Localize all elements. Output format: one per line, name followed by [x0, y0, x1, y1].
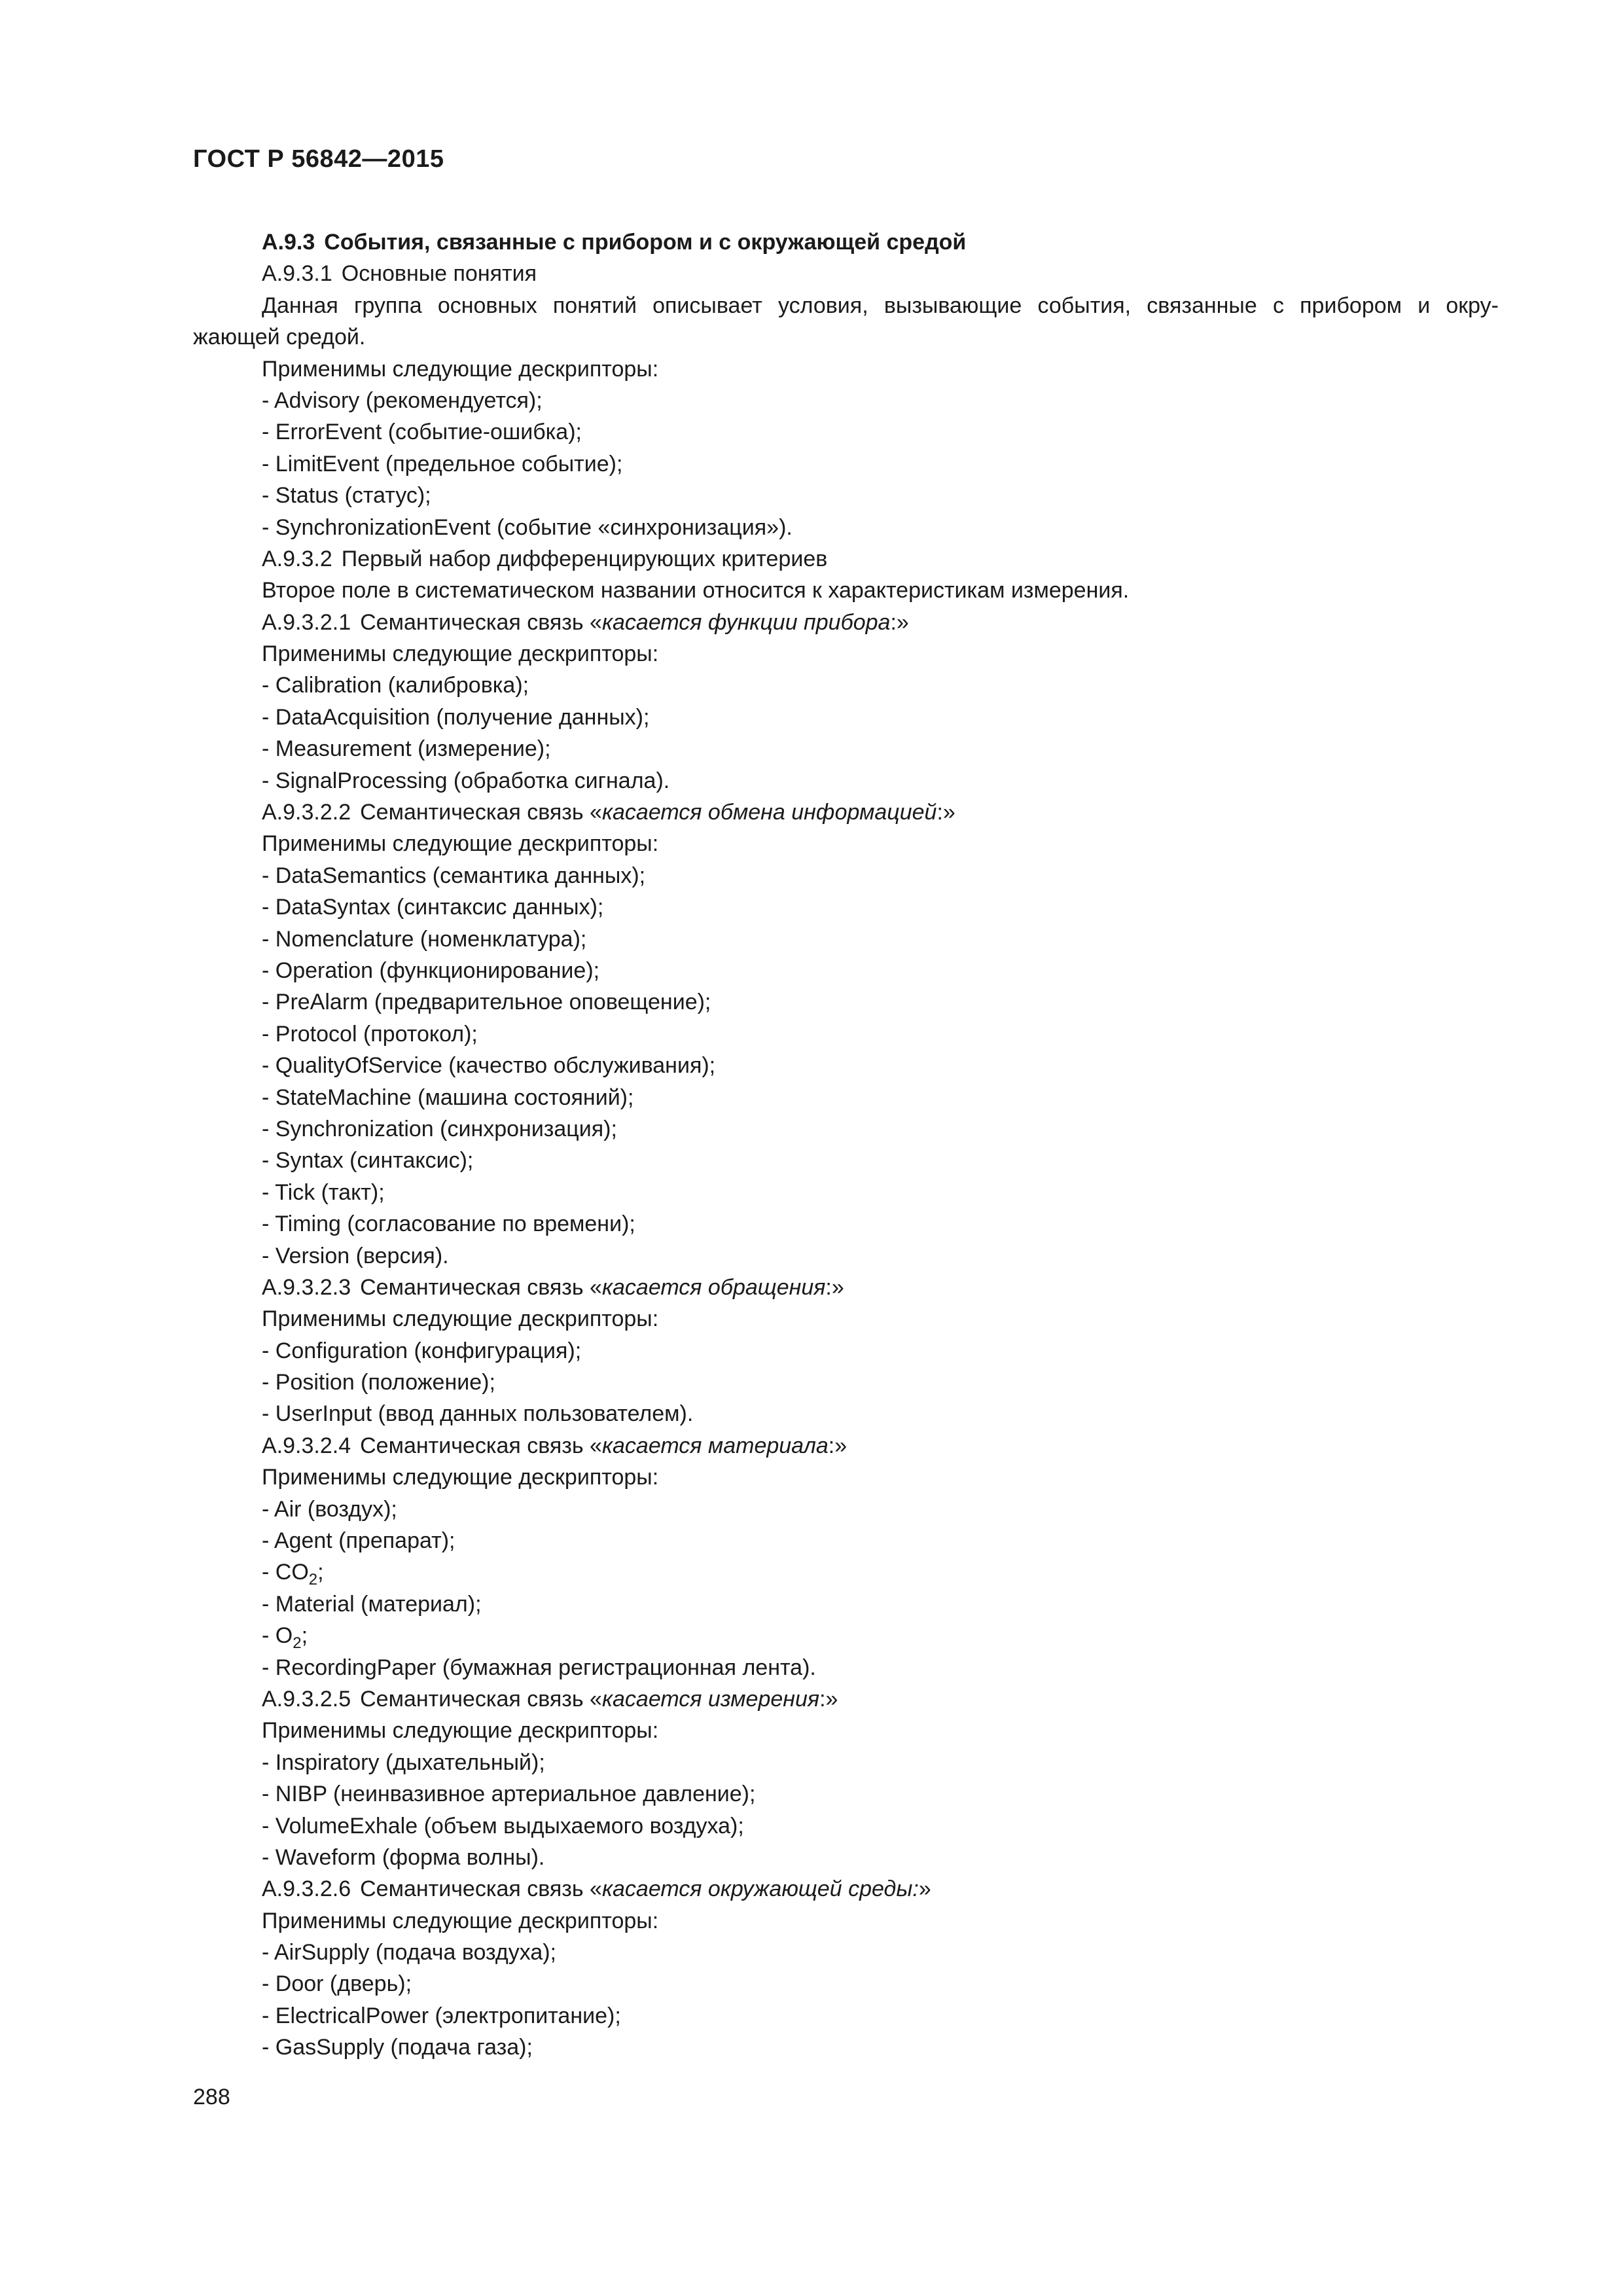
- list-item: - Protocol (протокол);: [262, 1021, 478, 1047]
- clause-heading: [193, 1272, 1499, 1303]
- list-item: - SignalProcessing (обработка сигнала).: [262, 768, 670, 793]
- clause-trail: :»: [819, 1686, 838, 1712]
- clause-heading: [193, 1873, 1499, 1905]
- list-item: - Timing (согласование по времени);: [262, 1211, 635, 1237]
- clause-number: А.9.3.2.1: [262, 609, 351, 635]
- list-item-co2: [193, 1556, 1499, 1588]
- clause-lead: Семантическая связь «: [360, 800, 602, 825]
- list-item: - Agent (препарат);: [262, 1528, 455, 1554]
- list-item: - LimitEvent (предельное событие);: [262, 451, 623, 476]
- list-item: - Calibration (калибровка);: [262, 673, 529, 698]
- list-item: - GasSupply (подача газа);: [262, 2035, 533, 2060]
- list-item: - DataAcquisition (получение данных);: [262, 704, 650, 730]
- descriptor-intro: Применимы следующие дескрипторы:: [262, 641, 659, 667]
- list-item: - Nomenclature (номенклатура);: [262, 926, 587, 952]
- list-item: - Version (версия).: [262, 1243, 449, 1268]
- clause-trail: :»: [936, 800, 955, 825]
- section-number: А.9.3: [262, 230, 315, 255]
- clause-lead: Семантическая связь «: [360, 1686, 602, 1712]
- list-item: - StateMachine (машина состояний);: [262, 1085, 634, 1110]
- list-item: - Operation (функционирование);: [262, 958, 600, 983]
- list-item: - DataSyntax (синтаксис данных);: [262, 895, 604, 920]
- list-item: - Configuration (конфигурация);: [262, 1338, 582, 1363]
- clause-lead: Семантическая связь «: [360, 609, 602, 635]
- subsection-heading: [193, 543, 1499, 575]
- formula-subscript: 2: [308, 1571, 318, 1589]
- list-item: - RecordingPaper (бумажная регистрационная лента).: [262, 1655, 816, 1680]
- list-item: - Air (воздух);: [262, 1496, 397, 1522]
- list-item: - DataSemantics (семантика данных);: [262, 863, 646, 888]
- descriptor-intro: Применимы следующие дескрипторы:: [262, 1465, 659, 1490]
- formula-punct: ;: [317, 1560, 324, 1585]
- list-item: - NIBP (неинвазивное артериальное давление);: [262, 1782, 756, 1807]
- paragraph-line: Второе поле в систематическом названии относится к характеристикам измерения.: [262, 578, 1130, 603]
- list-item: - Door (дверь);: [262, 1971, 412, 1997]
- page-number: 288: [193, 2085, 230, 2109]
- list-item: - UserInput (ввод данных пользователем).: [262, 1401, 694, 1427]
- clause-number: А.9.3.2.3: [262, 1274, 351, 1300]
- list-item: - Synchronization (синхронизация);: [262, 1116, 617, 1141]
- clause-trail: :»: [828, 1433, 847, 1458]
- clause-italic: касается измерения: [601, 1686, 820, 1712]
- descriptor-intro: Применимы следующие дескрипторы:: [262, 831, 659, 857]
- list-item: - Material (материал);: [262, 1591, 482, 1617]
- clause-italic: касается функции прибора: [601, 609, 891, 635]
- descriptor-intro: Применимы следующие дескрипторы:: [262, 1306, 659, 1332]
- clause-lead: Семантическая связь «: [360, 1433, 602, 1458]
- clause-heading: [193, 1683, 1499, 1715]
- subsection-title: Первый набор дифференцирующих критериев: [341, 546, 828, 571]
- list-item: - VolumeExhale (объем выдыхаемого воздуха);: [262, 1813, 744, 1839]
- paragraph-line: Данная группа основных понятий описывает условия, вызывающие события, связанные с прибором и окру-: [262, 293, 1499, 318]
- list-item: - ElectricalPower (электропитание);: [262, 2003, 621, 2028]
- clause-trail: »: [918, 1876, 931, 1902]
- subsection-number: А.9.3.2: [262, 546, 332, 571]
- formula-punct: ;: [301, 1623, 308, 1649]
- formula-text: - CO: [262, 1560, 309, 1585]
- paragraph-line: жающей средой.: [193, 325, 366, 350]
- clause-heading: [193, 607, 1499, 638]
- clause-lead: Семантическая связь «: [360, 1274, 602, 1300]
- subsection-heading: [193, 258, 1499, 289]
- clause-number: А.9.3.2.4: [262, 1433, 351, 1458]
- list-item: - SynchronizationEvent (событие «синхронизация»).: [262, 514, 793, 540]
- section-heading: [193, 226, 1499, 258]
- descriptor-intro: Применимы следующие дескрипторы:: [262, 1908, 659, 1933]
- clause-trail: :»: [825, 1274, 844, 1300]
- list-item: - Position (положение);: [262, 1370, 495, 1395]
- formula-subscript: 2: [293, 1634, 302, 1653]
- clause-italic: касается материала: [601, 1433, 829, 1458]
- clause-lead: Семантическая связь «: [360, 1876, 602, 1902]
- clause-trail: :»: [890, 609, 909, 635]
- clause-italic: касается окружающей среды:: [601, 1876, 919, 1902]
- list-item-o2: [193, 1620, 1499, 1651]
- document-body: [193, 226, 1499, 2064]
- subsection-title: Основные понятия: [341, 261, 537, 287]
- clause-number: А.9.3.2.2: [262, 800, 351, 825]
- subsection-number: А.9.3.1: [262, 261, 332, 287]
- clause-italic: касается обмена информацией: [601, 800, 937, 825]
- descriptor-intro: Применимы следующие дескрипторы:: [262, 356, 659, 382]
- clause-heading: [193, 1430, 1499, 1462]
- list-item: - Syntax (синтаксис);: [262, 1148, 474, 1174]
- formula-text: - O: [262, 1623, 293, 1649]
- list-item: - Measurement (измерение);: [262, 736, 551, 762]
- list-item: - Status (статус);: [262, 483, 431, 509]
- clause-number: А.9.3.2.6: [262, 1876, 351, 1902]
- list-item: - PreAlarm (предварительное оповещение);: [262, 990, 711, 1015]
- list-item: - QualityOfService (качество обслуживания);: [262, 1053, 716, 1079]
- document-header: ГОСТ Р 56842—2015: [193, 145, 444, 173]
- list-item: - Waveform (форма волны).: [262, 1844, 545, 1870]
- list-item: - Tick (такт);: [262, 1179, 385, 1205]
- clause-number: А.9.3.2.5: [262, 1686, 351, 1712]
- section-title: События, связанные с прибором и с окружающей средой: [324, 230, 967, 255]
- clause-heading: [193, 797, 1499, 828]
- descriptor-intro: Применимы следующие дескрипторы:: [262, 1718, 659, 1744]
- list-item: - Inspiratory (дыхательный);: [262, 1749, 545, 1775]
- clause-italic: касается обращения: [601, 1274, 826, 1300]
- list-item: - AirSupply (подача воздуха);: [262, 1940, 557, 1965]
- list-item: - ErrorEvent (событие-ошибка);: [262, 420, 582, 445]
- list-item: - Advisory (рекомендуется);: [262, 387, 543, 413]
